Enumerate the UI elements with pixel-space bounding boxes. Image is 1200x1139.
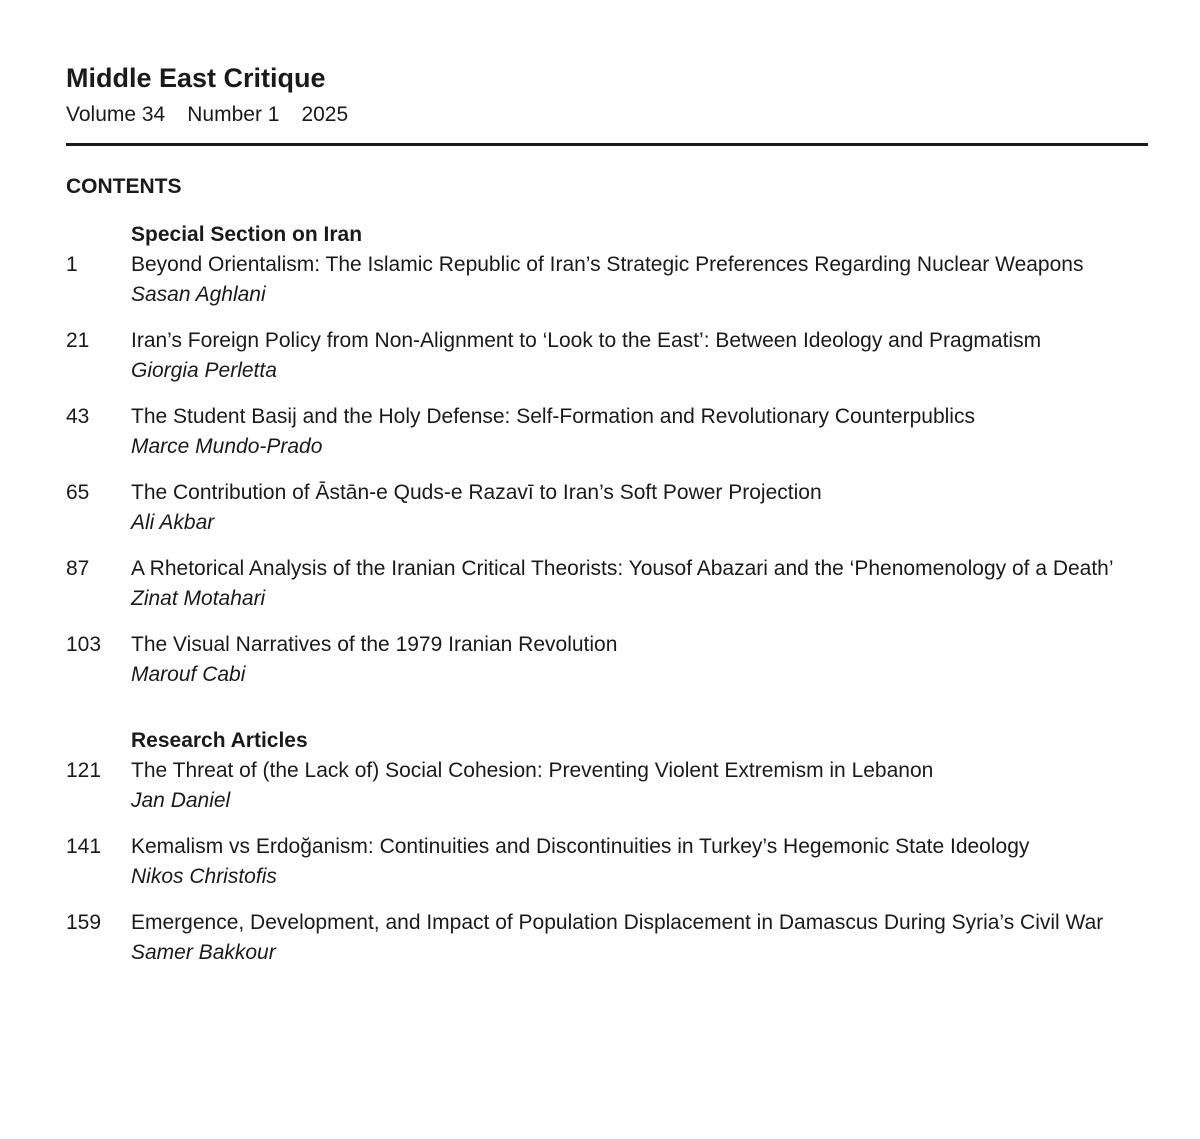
article-title: Beyond Orientalism: The Islamic Republic of Iran’s Strategic Preferences Regarding Nuclear Weapons [131, 253, 1084, 276]
page-number: 103 [66, 633, 102, 656]
toc-entry[interactable] [66, 478, 1148, 538]
header-divider [66, 143, 1148, 146]
journal-title: Middle East Critique [66, 63, 326, 93]
issue-info [66, 100, 1148, 130]
article-author: Nikos Christofis [131, 865, 277, 888]
toc-entry[interactable] [66, 554, 1148, 614]
article-author: Zinat Motahari [131, 587, 266, 610]
page-number: 1 [66, 253, 78, 276]
article-title: The Visual Narratives of the 1979 Iranian Revolution [131, 633, 618, 656]
article-author: Jan Daniel [131, 789, 231, 812]
contents-heading: CONTENTS [66, 175, 182, 198]
page-number: 121 [66, 759, 102, 782]
toc-entry[interactable] [66, 832, 1148, 892]
article-title: Kemalism vs Erdoğanism: Continuities and Discontinuities in Turkey’s Hegemonic State Ideology [131, 835, 1030, 858]
volume-label: Volume 34 [66, 103, 166, 126]
article-author: Ali Akbar [131, 511, 215, 534]
article-author: Sasan Aghlani [131, 283, 266, 306]
toc-entry[interactable] [66, 250, 1148, 310]
section-special-iran [66, 220, 1148, 690]
article-title: The Student Basij and the Holy Defense: Self-Formation and Revolutionary Counterpublics [131, 405, 975, 428]
article-title: The Contribution of Āstān-e Quds-e Razavī to Iran’s Soft Power Projection [131, 481, 822, 504]
table-of-contents-page [66, 60, 1148, 968]
page-number: 141 [66, 835, 102, 858]
toc-entry[interactable] [66, 908, 1148, 968]
page-number: 159 [66, 911, 102, 934]
number-label: Number 1 [187, 103, 280, 126]
article-title: Emergence, Development, and Impact of Population Displacement in Damascus During Syria’s Civil War [131, 911, 1104, 934]
section-title: Research Articles [131, 729, 308, 752]
section-title: Special Section on Iran [131, 223, 363, 246]
article-author: Marouf Cabi [131, 663, 246, 686]
toc-entry[interactable] [66, 756, 1148, 816]
toc-entry[interactable] [66, 630, 1148, 690]
page-number: 65 [66, 481, 90, 504]
toc-entry[interactable] [66, 402, 1148, 462]
article-title: A Rhetorical Analysis of the Iranian Critical Theorists: Yousof Abazari and the ‘Phenomenology of a Death’ [131, 557, 1114, 580]
toc-entry[interactable] [66, 326, 1148, 386]
section-research-articles [66, 726, 1148, 968]
page-number: 87 [66, 557, 90, 580]
article-title: The Threat of (the Lack of) Social Cohesion: Preventing Violent Extremism in Lebanon [131, 759, 934, 782]
page-number: 43 [66, 405, 90, 428]
page-number: 21 [66, 329, 90, 352]
year-label: 2025 [301, 103, 349, 126]
article-title: Iran’s Foreign Policy from Non-Alignment to ‘Look to the East’: Between Ideology and Pragmatism [131, 329, 1042, 352]
article-author: Samer Bakkour [131, 941, 276, 964]
article-author: Marce Mundo-Prado [131, 435, 323, 458]
article-author: Giorgia Perletta [131, 359, 277, 382]
